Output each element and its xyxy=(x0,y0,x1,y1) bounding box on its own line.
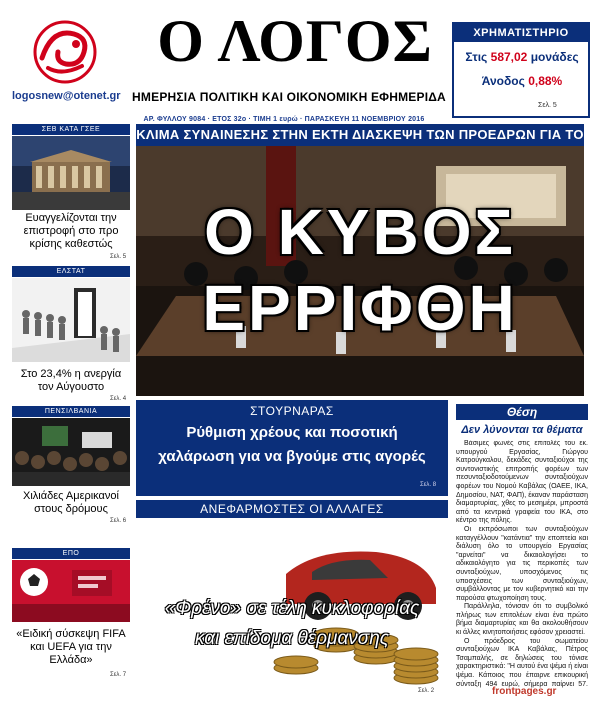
stournaras-headline-line1[interactable]: Ρύθμιση χρέους και ποσοτική xyxy=(186,424,398,441)
sidebar-headline-epo[interactable]: «Ειδική σύσκεψη FIFA και UEFA για την Ελλάδα» xyxy=(16,628,126,666)
sidebar-label-seb: ΣΕΒ ΚΑΤΑ ΓΣΕΕ xyxy=(12,124,130,135)
sidebar-headline-seb[interactable]: Ευαγγελίζονται την επιστροφή στο προ κρίσης καθεστώς xyxy=(23,212,119,250)
main-story-banner: ΚΛΙΜΑ ΣΥΝΑΙΝΕΣΗΣ ΣΤΗΝ ΕΚΤΗ ΔΙΑΣΚΕΨΗ ΤΩΝ ΠΡΟΕΔΡΩΝ ΓΙΑ ΤΟ xyxy=(136,124,584,146)
parliament-photo[interactable] xyxy=(12,136,130,210)
thesi-paragraph: Παράλληλα, τόνισαν ότι το συμβολικό πλήρως των επιτολέων είναι ένα πρώτο βήμα διαμαρτυρίας και θα ακολουθήσουν κι άλλες κινητοποιήσεις εφόσον χρειαστεί. xyxy=(456,603,588,637)
sidebar-ref-epo: Σελ. 7 xyxy=(110,672,127,678)
main-headline-line1[interactable]: Ο ΚΥΒΟΣ xyxy=(204,196,516,268)
stock-page-ref: Σελ. 5 xyxy=(538,102,557,109)
protest-photo[interactable] xyxy=(12,418,130,486)
main-headline-line2[interactable]: ΕΡΡΙΦΘΗ xyxy=(202,272,518,344)
stock-index-suffix: μονάδες xyxy=(530,50,579,64)
reforms-headline-line2[interactable]: και επίδομα θέρμανσης xyxy=(194,628,390,649)
reforms-banner: ΑΝΕΦΑΡΜΟΣΤΕΣ ΟΙ ΑΛΛΑΓΕΣ xyxy=(136,500,448,518)
stock-change-value: 0,88% xyxy=(528,74,563,88)
conference-photo[interactable] xyxy=(136,146,584,396)
stock-change-prefix: Άνοδος xyxy=(481,74,525,88)
stock-change-line xyxy=(460,74,584,88)
stock-index-prefix: Στις xyxy=(465,50,488,64)
sidebar-ref-seb: Σελ. 5 xyxy=(110,254,127,260)
thesi-paragraph: Βάσιμες φωνές στις επιτολές του εκ. υπουργού Εργασίας, Γιώργου Κατρούγκαλου, δεκάδες συνταξιούχοι της συντονιστικής επιτροπής φορέων των πεσυνταξιοδοτούμενων συνταξιούχων φορέων του Νομού Καβάλας (ΟΑΕΕ, ΙΚΑ, Δημοσίου, ΝΑΤ, ΦΑΠ), έκαναν παράσταση διαμαρτυρίας, χθες το μεσημέρι, μπροστά από τα κεντρικά γραφεία του ΙΚΑ, στο κέντρο της πόλης. xyxy=(456,440,588,525)
sidebar-headline-pennsylvania[interactable]: Χιλιάδες Αμερικανοί στους δρόμους xyxy=(23,490,119,515)
thesi-paragraph: Οι εκπρόσωποι των συνταξιούχων καταγγέλλουν "κατάντια" την εποπτεία και διάλυση όλο το υπουργείο Εργασίας "αρνείται" να δικαιολογήσει το αδικαιολόγητο για τις περικοπές των συνταξιούχων, υποσχόμενος τις υποσχέσεις των συνταξιούχων, συμβάλλοντας με τον κυβερνητικό και την παρούσα φτωχοποίηση τους. xyxy=(456,525,588,602)
newspaper-title: Ο ΛΟΓΟΣ xyxy=(157,8,433,74)
sidebar-headline-elstat[interactable]: Στο 23,4% η ανεργία τον Αύγουστο xyxy=(20,368,122,393)
sidebar-label-epo: ΕΠΟ xyxy=(12,548,130,559)
contact-email[interactable]: logosnew@otenet.gr xyxy=(12,90,121,102)
thesi-headline[interactable]: Δεν λύνονται τα θέματα xyxy=(461,424,583,436)
watermark: frontpages.gr xyxy=(492,686,557,697)
issue-info-bar: ΑΡ. ΦΥΛΛΟΥ 9084 · ΕΤΟΣ 32ο · ΤΙΜΗ 1 ευρώ · ΠΑΡΑΣΚΕΥΗ 11 ΝΟΕΜΒΡΙΟΥ 2016 xyxy=(143,116,425,123)
football-photo[interactable] xyxy=(12,560,130,622)
sidebar-label-elstat: ΕΛΣΤΑΤ xyxy=(12,266,130,277)
stournaras-page-ref: Σελ. 8 xyxy=(420,482,437,488)
reforms-page-ref: Σελ. 2 xyxy=(418,688,435,694)
sidebar-label-pennsylvania: ΠΕΝΣΙΛΒΑΝΙΑ xyxy=(12,406,130,417)
stournaras-label: ΣΤΟΥΡΝΑΡΑΣ xyxy=(250,404,334,418)
stournaras-headline-line2[interactable]: χαλάρωση για να βγούμε στις αγορές xyxy=(158,448,426,465)
thesi-paragraph: Ο πρόεδρος του σωματείου συνταξιούχων ΙΚΑ Καβάλας, Πέτρος Τσαμπαλής, σε δηλώσεις του τόνισε χαρακτηριστικά: "Η αυτού ένα ψέμα ή είναι ψέμα. Κάποιος που έπαιρνε επικουρική σύνταξη 494 ευρώ, σήμερα παίρνει 57. xyxy=(456,637,588,688)
stock-market-label: ΧΡΗΜΑΤΙΣΤΗΡΙΟ xyxy=(454,24,588,42)
reforms-headline-line1[interactable]: «Φρένο» σε τέλη κυκλοφορίας xyxy=(164,598,420,619)
sidebar-ref-elstat: Σελ. 4 xyxy=(110,396,127,402)
thesi-label: Θέση xyxy=(456,404,588,420)
newspaper-logo-icon xyxy=(22,18,108,86)
stock-index-value: 587,02 xyxy=(490,50,528,64)
sidebar-ref-pennsylvania: Σελ. 6 xyxy=(110,518,127,524)
stock-index-line xyxy=(460,50,584,64)
newspaper-subtitle: ΗΜΕΡΗΣΙΑ ΠΟΛΙΤΙΚΗ ΚΑΙ ΟΙΚΟΝΟΜΙΚΗ ΕΦΗΜΕΡΙΔΑ xyxy=(132,90,446,104)
stock-market-box xyxy=(452,22,590,118)
unemployment-illustration[interactable] xyxy=(12,278,130,362)
thesi-article-body xyxy=(456,440,588,688)
